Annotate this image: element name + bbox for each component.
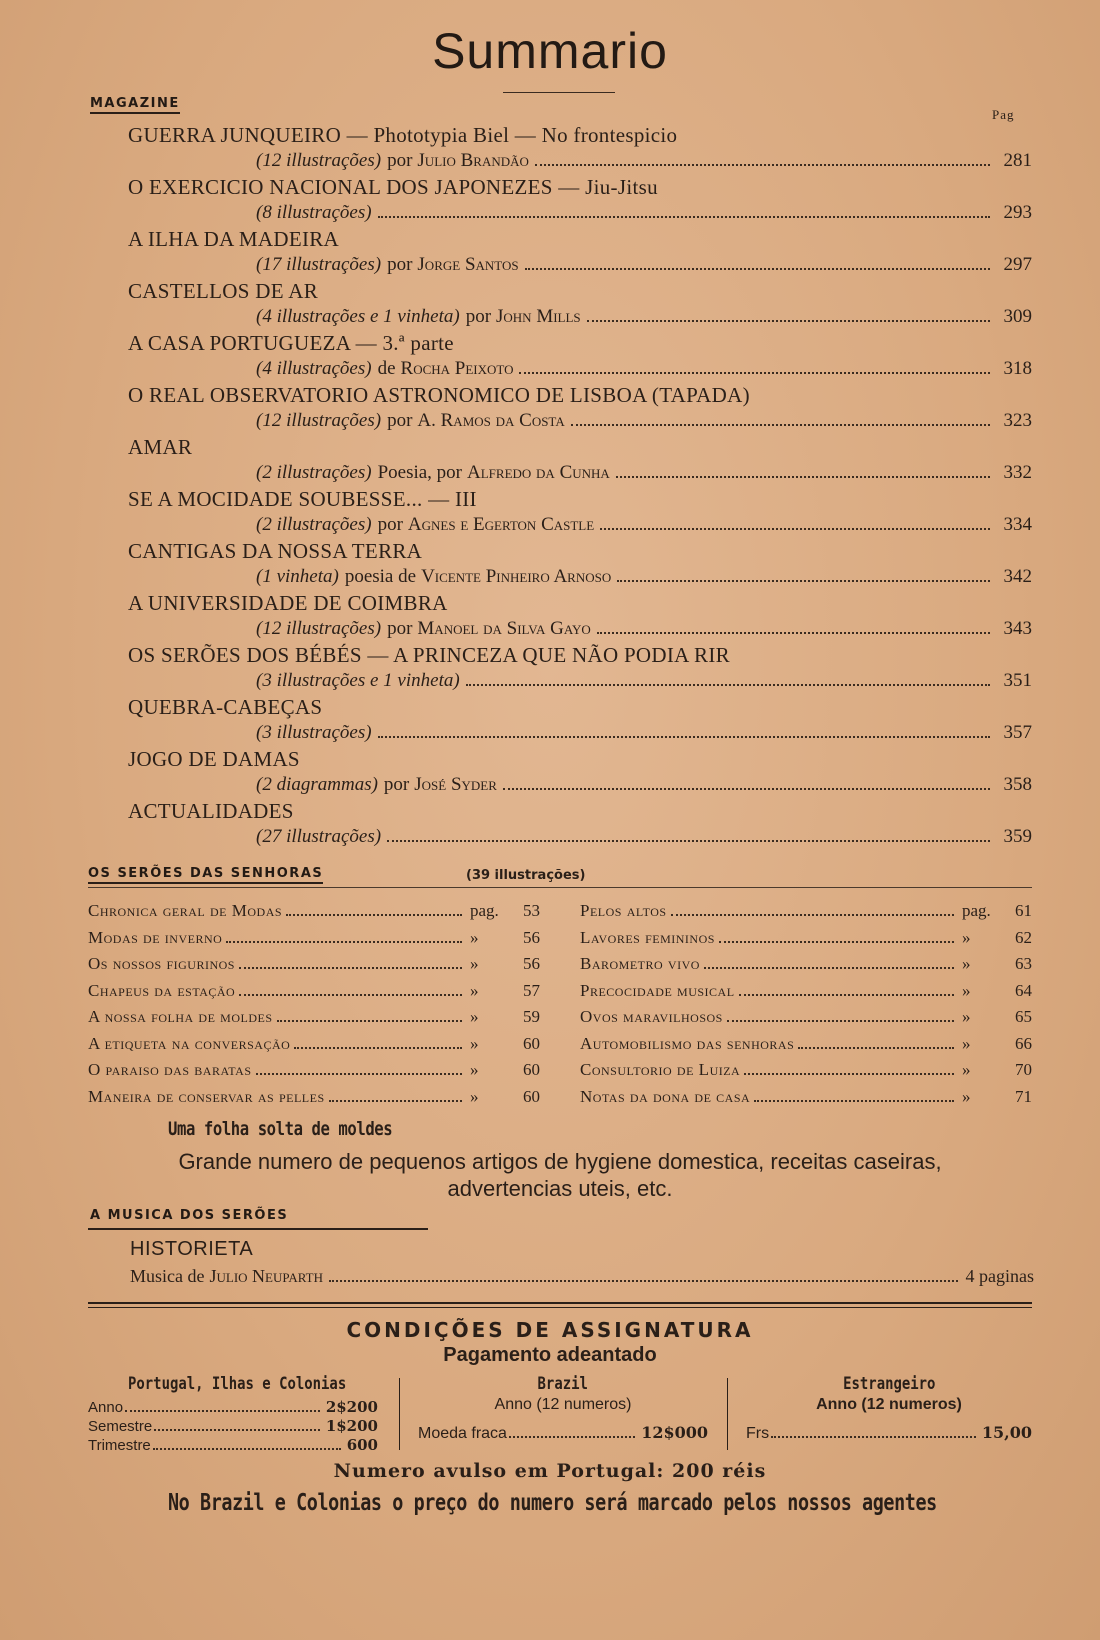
toc-entry: [128, 278, 1032, 330]
senhoras-item-page: 64: [1015, 980, 1032, 1000]
leader-dots: [600, 528, 990, 530]
price-brazil: [418, 1374, 708, 1443]
senhoras-item: [88, 978, 540, 1005]
senhoras-item-prefix: »: [962, 1033, 971, 1053]
senhoras-item-prefix: »: [470, 954, 479, 973]
entry-by: por: [465, 306, 492, 327]
senhoras-item-page: 62: [1015, 927, 1032, 947]
conditions-subheading: Pagamento adeantado: [443, 1344, 657, 1366]
senhoras-item-label: Precocidade musical: [580, 980, 735, 1000]
entry-page: 358: [1003, 774, 1032, 795]
price-label: Anno: [88, 1399, 124, 1416]
toc-entry: [128, 746, 1032, 798]
price-label: Semestre: [88, 1418, 153, 1435]
entry-by: Poesia, por: [377, 462, 463, 483]
leader-dots: [771, 1436, 976, 1438]
toc-entry: [128, 486, 1032, 538]
entry-title: GUERRA JUNQUEIRO — Phototypia Biel — No frontespicio: [128, 123, 678, 147]
senhoras-left-column: [88, 898, 540, 1110]
entry-page: 309: [1003, 306, 1032, 327]
entry-page: 297: [1003, 254, 1032, 275]
entry-title: OS SERÕES DOS BÉBÉS — A PRINCEZA QUE NÃO PODIA RIR: [128, 643, 730, 667]
entry-detail: [256, 720, 1032, 746]
leader-dots: [798, 1047, 954, 1049]
leader-dots: [154, 1429, 320, 1431]
senhoras-item-label: Consultorio de Luiza: [580, 1060, 741, 1079]
price-amount: 15,00: [981, 1423, 1032, 1442]
pag-label: Pag: [992, 107, 1015, 122]
musica-rule: [88, 1228, 428, 1230]
entry-page: 334: [1003, 514, 1032, 535]
entry-detail: [256, 564, 1032, 590]
leader-dots: [509, 1436, 635, 1438]
entry-description: (12 illustrações): [256, 618, 382, 639]
entry-detail: [256, 148, 1032, 174]
conditions-heading: CONDIÇÕES DE ASSIGNATURA: [346, 1318, 754, 1342]
senhoras-item-label: Automobilismo das senhoras: [580, 1033, 795, 1053]
entry-page: 359: [1003, 826, 1032, 847]
senhoras-item-prefix: »: [962, 954, 971, 973]
senhoras-item-label: A nossa folha de moldes: [88, 1007, 273, 1026]
entry-detail: [256, 356, 1032, 382]
senhoras-item: [88, 1031, 540, 1058]
toc-entry: [128, 174, 1032, 226]
senhoras-item-prefix: »: [962, 1060, 971, 1079]
entry-title: CANTIGAS DA NOSSA TERRA: [128, 539, 423, 563]
entry-page: 357: [1003, 722, 1032, 743]
entry-detail: [256, 408, 1032, 434]
entry-author: John Mills: [496, 306, 581, 327]
senhoras-item-label: Ovos maravilhosos: [580, 1007, 723, 1026]
entry-title: O REAL OBSERVATORIO ASTRONOMICO DE LISBOA (TAPADA): [128, 383, 750, 407]
entry-description: (8 illustrações): [256, 202, 372, 223]
senhoras-item: [580, 1031, 1032, 1058]
entry-by: por: [383, 774, 410, 795]
leader-dots: [239, 994, 462, 996]
price-row: [88, 1417, 378, 1436]
musica-heading: A MUSICA DOS SERÕES: [90, 1208, 289, 1223]
price-estrangeiro-title: Estrangeiro: [842, 1374, 936, 1394]
price-divider-2: [727, 1378, 728, 1450]
conditions-rule-top: [88, 1302, 1032, 1304]
price-amount: 12$000: [641, 1423, 708, 1442]
senhoras-item-label: A etiqueta na conversação: [88, 1033, 291, 1053]
senhoras-item-prefix: »: [470, 1033, 479, 1053]
senhoras-item-page: 60: [523, 1086, 540, 1106]
price-label: Trimestre: [88, 1437, 151, 1454]
entry-page: 323: [1003, 410, 1032, 431]
senhoras-item-page: 60: [523, 1033, 540, 1053]
senhoras-item: [88, 1057, 540, 1084]
senhoras-heading: OS SERÕES DAS SENHORAS: [88, 866, 323, 884]
entry-description: (27 illustrações): [256, 826, 382, 847]
price-row: [88, 1436, 378, 1455]
entry-description: (1 vinheta): [256, 566, 339, 587]
entry-page: 351: [1003, 670, 1032, 691]
price-label: Moeda fraca: [418, 1425, 507, 1442]
entry-detail: [256, 252, 1032, 278]
leader-dots: [466, 684, 990, 686]
entry-detail: [256, 616, 1032, 642]
entry-author: Jorge Santos: [417, 254, 519, 275]
senhoras-item: [88, 1004, 540, 1031]
senhoras-item-prefix: »: [962, 927, 971, 947]
entry-by: por: [387, 254, 413, 275]
senhoras-item-prefix: »: [470, 927, 479, 947]
senhoras-item-prefix: »: [962, 1007, 971, 1026]
senhoras-right-column: [580, 898, 1032, 1110]
entry-title: O EXERCICIO NACIONAL DOS JAPONEZES — Jiu-Jitsu: [128, 175, 658, 199]
toc-entry: [128, 798, 1032, 850]
leader-dots: [277, 1020, 462, 1022]
price-divider-1: [399, 1378, 400, 1450]
conditions-rule-bottom: [88, 1307, 1032, 1308]
leader-dots: [239, 967, 462, 969]
senhoras-item: [580, 925, 1032, 952]
senhoras-item-label: Chronica geral de Modas: [88, 901, 283, 920]
entry-description: (2 illustrações): [256, 462, 372, 483]
musica-line: Musica de: [130, 1266, 205, 1286]
entry-description: (2 diagrammas): [256, 774, 378, 795]
grande-note: [88, 1148, 1032, 1202]
entry-description: (3 illustrações): [256, 722, 372, 743]
grande-line-1: Grande numero de pequenos artigos de hygiene domestica, receitas caseiras,: [178, 1149, 942, 1174]
senhoras-item-label: Chapeus da estação: [88, 980, 236, 1000]
magazine-toc: [128, 122, 1032, 850]
senhoras-item-prefix: »: [470, 1007, 479, 1026]
senhoras-item-page: 71: [1015, 1086, 1032, 1106]
senhoras-item: [580, 898, 1032, 925]
entry-detail: [256, 460, 1032, 486]
senhoras-item-prefix: pag.: [470, 901, 499, 920]
entry-author: Vicente Pinheiro Arnoso: [421, 566, 612, 587]
entry-title: SE A MOCIDADE SOUBESSE... — III: [128, 487, 477, 511]
leader-dots: [571, 424, 990, 426]
leader-dots: [519, 372, 990, 374]
senhoras-item-page: 66: [1015, 1033, 1032, 1053]
price-amount: 1$200: [325, 1417, 378, 1435]
senhoras-item-page: 56: [523, 954, 540, 973]
toc-entry: [128, 382, 1032, 434]
leader-dots: [329, 1280, 958, 1282]
leader-dots: [503, 788, 990, 790]
senhoras-item-page: 56: [523, 927, 540, 947]
price-brazil-row: [418, 1424, 708, 1443]
price-estrangeiro-row: [746, 1424, 1032, 1443]
toc-entry: [128, 694, 1032, 746]
senhoras-rule: [88, 887, 1032, 888]
senhoras-item: [88, 951, 540, 978]
leader-dots: [387, 840, 990, 842]
entry-detail: [256, 668, 1032, 694]
senhoras-item-label: O paraiso das baratas: [88, 1060, 252, 1079]
entry-title: A CASA PORTUGUEZA — 3.ª parte: [128, 331, 454, 355]
entry-detail: [256, 772, 1032, 798]
entry-title: A UNIVERSIDADE DE COIMBRA: [128, 591, 448, 615]
entry-page: 332: [1003, 462, 1032, 483]
leader-dots: [294, 1047, 462, 1049]
price-brazil-sub: Anno (12 numeros): [494, 1396, 632, 1413]
leader-dots: [286, 914, 462, 916]
magazine-heading: MAGAZINE: [90, 96, 180, 114]
entry-title: ACTUALIDADES: [128, 799, 294, 823]
grande-line-2: advertencias uteis, etc.: [447, 1176, 673, 1201]
entry-detail: [256, 824, 1032, 850]
toc-entry: [128, 590, 1032, 642]
entry-detail: [256, 200, 1032, 226]
leader-dots: [587, 320, 990, 322]
entry-description: (12 illustrações): [256, 150, 382, 171]
avulso-note: Numero avulso em Portugal: 200 réis: [333, 1460, 767, 1482]
leader-dots: [226, 941, 462, 943]
leader-dots: [616, 476, 990, 478]
entry-detail: [256, 304, 1032, 330]
entry-page: 293: [1003, 202, 1032, 223]
musica-pages: 4 paginas: [965, 1266, 1034, 1286]
price-label: Frs: [746, 1425, 770, 1442]
senhoras-item: [580, 1004, 1032, 1031]
leader-dots: [754, 1100, 954, 1102]
price-portugal-title: Portugal, Ilhas e Colonias: [128, 1374, 347, 1394]
toc-entry: [128, 226, 1032, 278]
toc-entry: [128, 642, 1032, 694]
entry-author: Manoel da Silva Gayo: [417, 618, 591, 639]
price-portugal-rows: [88, 1398, 378, 1455]
page-title: Summario: [432, 23, 668, 79]
leader-dots: [727, 1020, 954, 1022]
entry-author: Julio Brandão: [417, 150, 529, 171]
price-estrangeiro-sub: Anno (12 numeros): [816, 1396, 962, 1413]
entry-description: (3 illustrações e 1 vinheta): [256, 670, 460, 691]
toc-entry: [128, 434, 1032, 486]
title-rule: [503, 92, 615, 93]
entry-author: A. Ramos da Costa: [417, 410, 565, 431]
senhoras-item: [580, 1057, 1032, 1084]
price-row: [88, 1398, 378, 1417]
leader-dots: [525, 268, 990, 270]
leader-dots: [739, 994, 954, 996]
senhoras-item-page: 53: [523, 901, 540, 920]
price-estrangeiro: [746, 1374, 1032, 1443]
entry-by: por: [377, 514, 403, 535]
musica-title: HISTORIETA: [130, 1238, 254, 1260]
senhoras-item-prefix: »: [962, 980, 971, 1000]
senhoras-item: [88, 1084, 540, 1111]
senhoras-item-label: Lavores femininos: [580, 927, 715, 947]
folha-note: Uma folha solta de moldes: [168, 1118, 393, 1140]
entry-by: por: [387, 410, 413, 431]
entry-by: por: [387, 618, 413, 639]
senhoras-item-label: Barometro vivo: [580, 954, 700, 973]
leader-dots: [597, 632, 990, 634]
entry-title: JOGO DE DAMAS: [128, 747, 300, 771]
toc-entry: [128, 538, 1032, 590]
leader-dots: [719, 941, 954, 943]
senhoras-item-prefix: »: [470, 980, 479, 1000]
price-amount: 600: [346, 1436, 378, 1454]
entry-author: Alfredo da Cunha: [467, 462, 610, 483]
entry-description: (17 illustrações): [256, 254, 382, 275]
entry-description: (4 illustrações e 1 vinheta): [256, 306, 460, 327]
price-brazil-title: Brazil: [537, 1374, 589, 1394]
entry-author: Rocha Peixoto: [400, 358, 514, 379]
entry-author: José Syder: [414, 774, 497, 795]
senhoras-item: [580, 1084, 1032, 1111]
senhoras-item-page: 61: [1015, 901, 1032, 920]
entry-title: A ILHA DA MADEIRA: [128, 227, 340, 251]
entry-page: 281: [1003, 150, 1032, 171]
leader-dots: [535, 164, 990, 166]
senhoras-item-label: Os nossos figurinos: [88, 954, 235, 973]
leader-dots: [329, 1100, 462, 1102]
leader-dots: [671, 914, 954, 916]
entry-author: Agnes e Egerton Castle: [407, 514, 595, 535]
entry-page: 343: [1003, 618, 1032, 639]
leader-dots: [378, 216, 990, 218]
price-portugal: [88, 1374, 378, 1455]
leader-dots: [153, 1448, 341, 1450]
senhoras-item-page: 60: [523, 1060, 540, 1079]
entry-title: CASTELLOS DE AR: [128, 279, 319, 303]
toc-entry: [128, 122, 1032, 174]
leader-dots: [256, 1073, 463, 1075]
musica-entry: [130, 1266, 1034, 1287]
senhoras-item: [580, 951, 1032, 978]
entry-title: AMAR: [128, 435, 193, 459]
entry-description: (2 illustrações): [256, 514, 372, 535]
entry-description: (12 illustrações): [256, 410, 382, 431]
leader-dots: [378, 736, 990, 738]
entry-description: (4 illustrações): [256, 358, 372, 379]
senhoras-item-page: 57: [523, 980, 540, 1000]
toc-entry: [128, 330, 1032, 382]
entry-detail: [256, 512, 1032, 538]
entry-by: por: [387, 150, 413, 171]
senhoras-item: [580, 978, 1032, 1005]
senhoras-item-page: 63: [1015, 954, 1032, 973]
senhoras-item-page: 59: [523, 1007, 540, 1026]
entry-by: de: [377, 358, 396, 379]
price-amount: 2$200: [325, 1398, 378, 1416]
entry-page: 318: [1003, 358, 1032, 379]
senhoras-item-prefix: »: [470, 1060, 479, 1079]
senhoras-note: (39 illustrações): [466, 868, 586, 883]
senhoras-item-page: 65: [1015, 1007, 1032, 1026]
leader-dots: [617, 580, 990, 582]
senhoras-item-prefix: »: [470, 1086, 479, 1106]
entry-title: QUEBRA-CABEÇAS: [128, 695, 323, 719]
senhoras-item: [88, 925, 540, 952]
senhoras-item-label: Pelos altos: [580, 901, 667, 920]
senhoras-item-label: Maneira de conservar as pelles: [88, 1086, 325, 1106]
entry-page: 342: [1003, 566, 1032, 587]
senhoras-item-prefix: pag.: [962, 901, 991, 920]
entry-by: poesia de: [344, 566, 417, 587]
leader-dots: [125, 1410, 320, 1412]
senhoras-item: [88, 898, 540, 925]
leader-dots: [704, 967, 954, 969]
senhoras-item-label: Modas de inverno: [88, 927, 223, 947]
senhoras-item-label: Notas da dona de casa: [580, 1086, 751, 1106]
senhoras-item-prefix: »: [962, 1086, 971, 1106]
brazil-note: No Brazil e Colonias o preço do numero será marcado pelos nossos agentes: [168, 1490, 937, 1516]
musica-author: Julio Neuparth: [209, 1266, 324, 1286]
leader-dots: [744, 1073, 954, 1075]
senhoras-item-page: 70: [1015, 1060, 1032, 1079]
